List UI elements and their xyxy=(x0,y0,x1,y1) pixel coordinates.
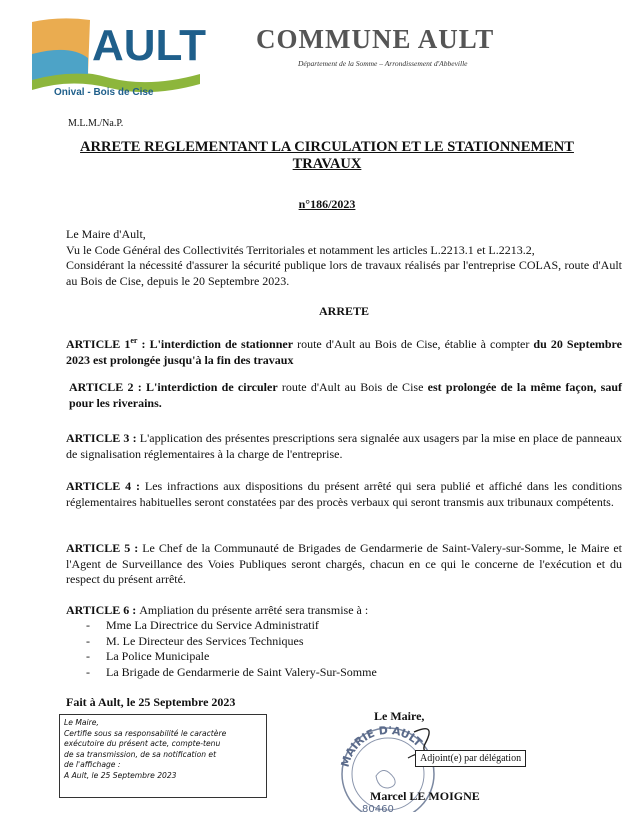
article-5 xyxy=(66,541,622,588)
article-1-label-end: : xyxy=(137,337,150,351)
logo-text: AULT xyxy=(92,21,206,70)
cert-line-2: Certifie sous sa responsabilité le caractère xyxy=(64,728,227,738)
reference: M.L.M./Na.P. xyxy=(68,118,124,129)
article-2-bold-2: est prolongée de la même façon, sauf pour les riverains. xyxy=(69,380,623,410)
document-title xyxy=(66,139,588,173)
article-1-bold-2: du 20 Septembre 2023 est prolongée jusqu'à la fin des travaux xyxy=(66,337,622,367)
certification-box xyxy=(59,714,267,798)
article-2 xyxy=(69,380,622,411)
article-5-text: Le Chef de la Communauté de Brigades de Gendarmerie de Saint-Valery-sur-Somme, le Maire et l'Agent de Surveillance des Voies Publiques seront chargés, chacun en ce qui le concerne de l'exécution et du respect du présent arrêté. xyxy=(66,541,622,586)
svg-text:MAIRIE D'AULT xyxy=(339,724,425,769)
recipient-4: La Brigade de Gendarmerie de Saint Valery-Sur-Somme xyxy=(106,664,377,679)
cert-line-3: exécutoire du présent acte, compte-tenu xyxy=(64,739,221,748)
recipient-1: Mme La Directrice du Service Administratif xyxy=(106,618,319,632)
article-4-label: ARTICLE 4 : xyxy=(66,479,145,493)
article-6 xyxy=(66,603,622,619)
article-4 xyxy=(66,479,622,510)
article-1-label: ARTICLE 1 xyxy=(66,337,131,351)
arrete-number: n°186/2023 xyxy=(298,197,356,211)
list-item: - La Brigade de Gendarmerie de Saint Valery-Sur-Somme xyxy=(86,664,377,679)
stamp-code: 80460 xyxy=(362,804,394,812)
arrete-heading: ARRETE xyxy=(318,304,369,318)
intro-line-1: Le Maire d'Ault, xyxy=(66,227,146,241)
article-3-text: L'application des présentes prescriptions sera signalée aux usagers par la mise en place de panneaux de signalisation réglementaires à la charge de l'entreprise. xyxy=(66,431,622,461)
logo-subtitle: Onival - Bois de Cise xyxy=(54,87,154,98)
intro-line-3: Considérant la nécessité d'assurer la sécurité publique lors de travaux réalisés par l'entreprise COLAS, route d'Ault au Bois de Cise, depuis le 20 Septembre 2023. xyxy=(66,258,622,288)
article-1-text: route d'Ault au Bois de Cise, établie à compter xyxy=(293,337,534,351)
ault-logo xyxy=(30,14,206,100)
article-2-label: ARTICLE 2 : xyxy=(69,380,147,394)
article-3 xyxy=(66,431,622,462)
article-2-bold-1: L'interdiction de circuler xyxy=(146,380,278,394)
mayor-label: Le Maire, xyxy=(374,709,425,723)
cert-line-1: Le Maire, xyxy=(64,718,99,727)
intro-line-2: Vu le Code Général des Collectivités Territoriales et notamment les articles L.2213.1 et L.2213.2, xyxy=(66,242,535,257)
article-3-label: ARTICLE 3 : xyxy=(66,431,140,445)
article-4-text: Les infractions aux dispositions du présent arrêté qui sera publié et affiché dans les conditions réglementaires habituelles seront constatées par des procès verbaux qui seront transmis aux tribunaux compétents. xyxy=(66,479,622,509)
list-item: - La Police Municipale xyxy=(86,649,210,663)
cert-line-6: A Ault, le 25 Septembre 2023 xyxy=(64,770,177,780)
article-1 xyxy=(66,333,622,368)
cert-line-5: de l'affichage : xyxy=(64,760,121,769)
list-item: - Mme La Directrice du Service Administratif xyxy=(86,618,319,632)
stamp-text: MAIRIE D'AULT xyxy=(338,723,425,769)
article-1-sup: er xyxy=(130,336,138,345)
signatory-name: Marcel LE MOIGNE xyxy=(370,789,480,803)
done-at: Fait à Ault, le 25 Septembre 2023 xyxy=(66,695,236,709)
article-5-label: ARTICLE 5 : xyxy=(66,541,143,555)
commune-title: COMMUNE AULT xyxy=(256,24,495,54)
article-1-bold-1: L'interdiction de stationner xyxy=(149,337,294,351)
cert-line-4: de sa transmission, de sa notification et xyxy=(64,749,217,759)
intro-section xyxy=(66,227,622,289)
article-2-text: route d'Ault au Bois de Cise xyxy=(277,380,428,394)
delegation-stamp: Adjoint(e) par délégation xyxy=(415,750,526,767)
list-item: - M. Le Directeur des Services Techniques xyxy=(86,633,304,648)
title-line-2: TRAVAUX xyxy=(292,156,362,172)
article-6-label: ARTICLE 6 : xyxy=(66,603,140,617)
title-line-1: ARRETE REGLEMENTANT LA CIRCULATION ET LE STATIONNEMENT xyxy=(80,139,574,155)
commune-subtitle: Département de la Somme – Arrondissement d'Abbeville xyxy=(298,59,468,68)
recipients-list xyxy=(86,618,377,680)
recipient-2: M. Le Directeur des Services Techniques xyxy=(106,633,304,648)
recipient-3: La Police Municipale xyxy=(106,649,210,663)
article-6-text: Ampliation du présente arrêté sera transmise à : xyxy=(139,603,369,617)
